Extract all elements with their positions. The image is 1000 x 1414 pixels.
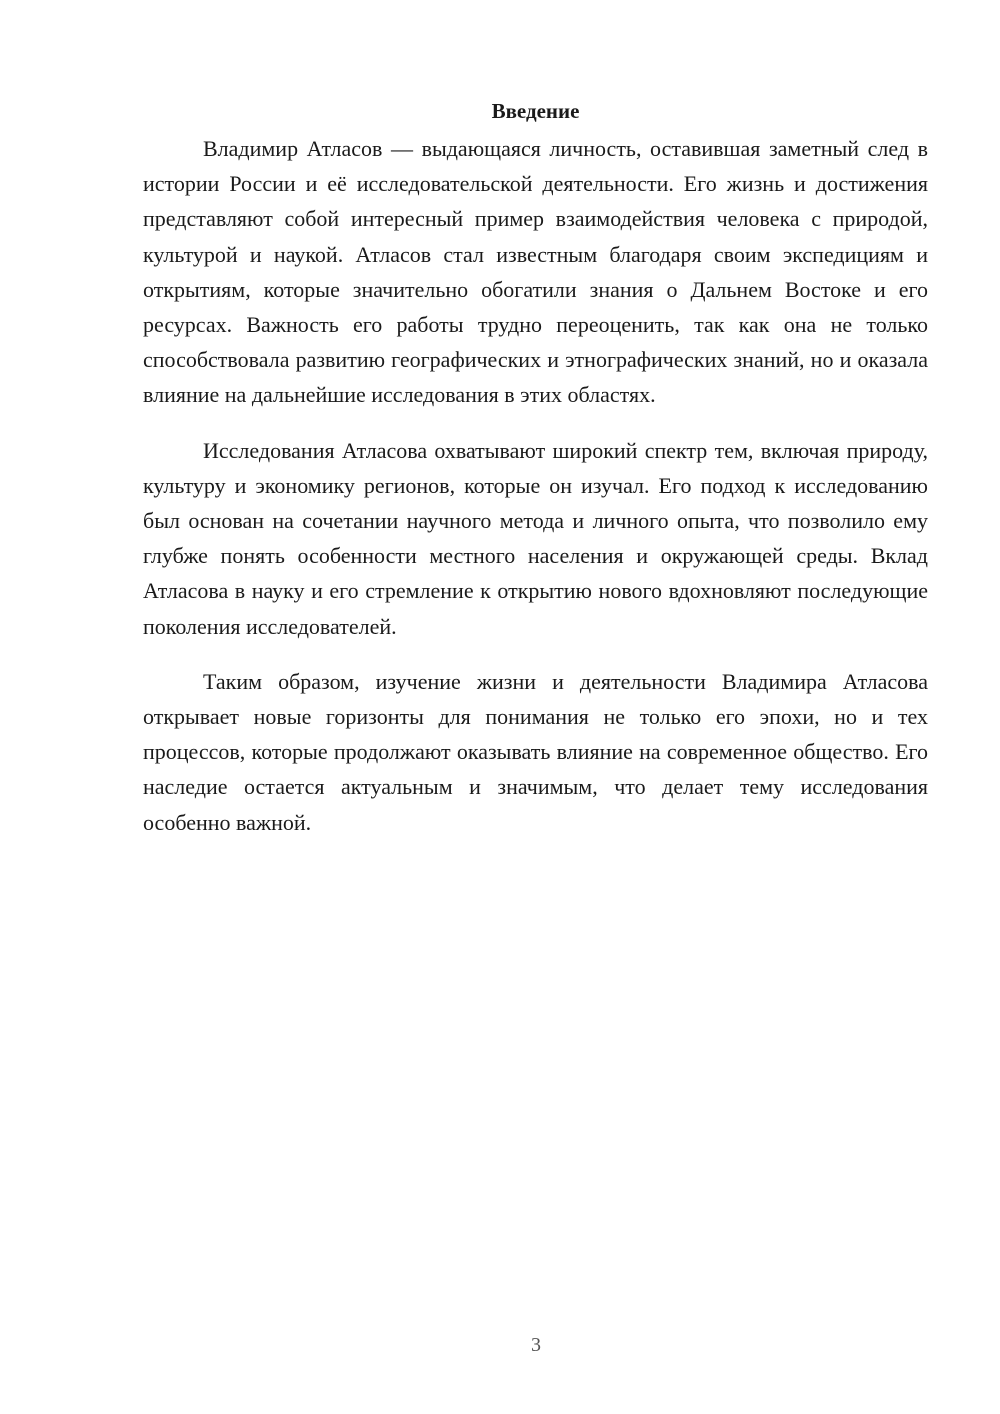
page-number: 3: [531, 1334, 541, 1356]
paragraph-1: Владимир Атласов — выдающаяся личность, оставившая заметный след в истории России и её исследовательской деятельности. Его жизнь и достижения представляют собой интересный пример взаимодействия человека с природой, культурой и наукой. Атласов стал известным благодаря своим экспедициям и открытиям, которые значительно обогатили знания о Дальнем Востоке и его ресурсах. Важность его работы трудно переоценить, так как она не только способствовала развитию географических и этнографических знаний, но и оказала влияние на дальнейшие исследования в этих областях.: [143, 136, 928, 408]
paragraph-2: Исследования Атласова охватывают широкий спектр тем, включая природу, культуру и экономику регионов, которые он изучал. Его подход к исследованию был основан на сочетании научного метода и личного опыта, что позволило ему глубже понять особенности местного населения и окружающей среды. Вклад Атласова в науку и его стремление к открытию нового вдохновляют последующие поколения исследователей.: [143, 437, 928, 639]
section-title: Введение: [491, 99, 580, 123]
page-content: [143, 96, 928, 860]
paragraph-3: Таким образом, изучение жизни и деятельности Владимира Атласова открывает новые горизонты для понимания не только его эпохи, но и тех процессов, которые продолжают оказывать влияние на современное общество. Его наследие остается актуальным и значимым, что делает тему исследования особенно важной.: [143, 668, 928, 835]
